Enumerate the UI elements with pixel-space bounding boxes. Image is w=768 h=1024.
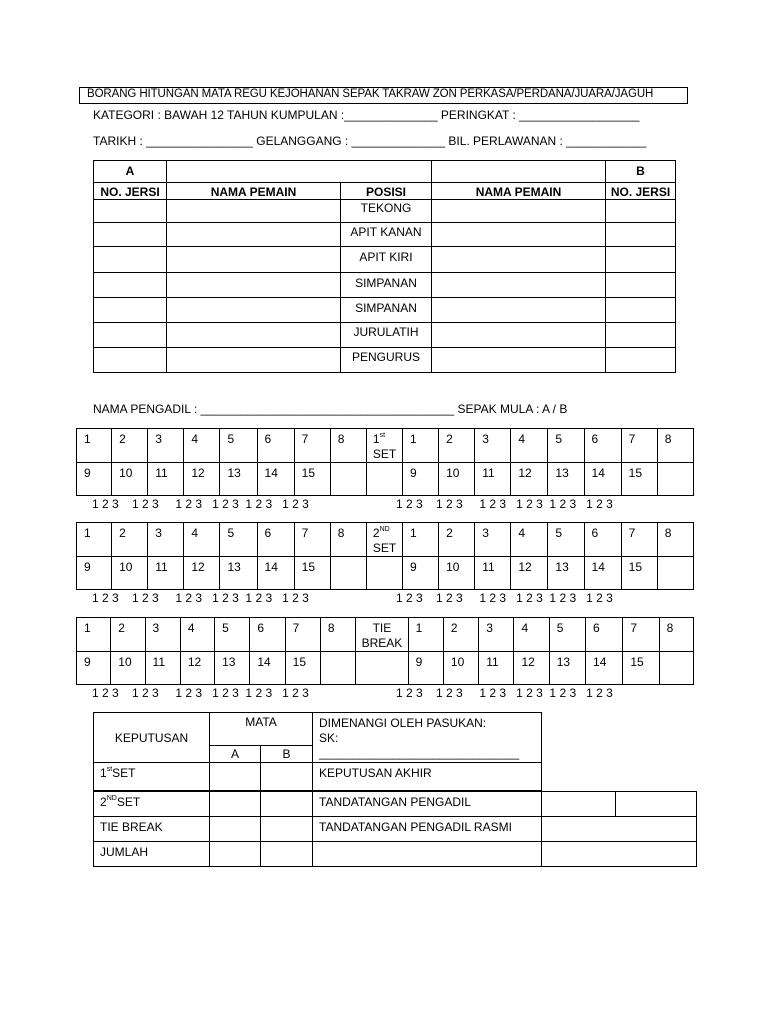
set1-label: 1st SET [366, 429, 402, 463]
decision-row-tiebreak: TIE BREAK [94, 817, 210, 842]
score-cell[interactable]: 9 [402, 463, 438, 496]
score-cell[interactable]: 11 [475, 463, 511, 496]
score-cell[interactable]: 7 [294, 523, 330, 557]
score-cell[interactable]: 6 [584, 523, 621, 557]
score-cell[interactable]: 3 [475, 429, 511, 463]
nama-b-cell[interactable] [432, 298, 606, 323]
score-cell[interactable]: 7 [621, 523, 657, 557]
position-label: APIT KANAN [341, 223, 432, 247]
nama-b-cell[interactable] [432, 273, 606, 298]
score-cell[interactable]: 10 [112, 463, 148, 496]
score-cell[interactable]: 8 [330, 523, 366, 557]
table-row [94, 200, 676, 223]
table-row [94, 223, 676, 247]
blank-cell[interactable] [313, 842, 542, 867]
score-cell[interactable]: 1 [408, 618, 443, 652]
team-a-name-cell[interactable] [167, 161, 432, 183]
mata-col-b: B [261, 746, 313, 763]
mata-a-cell[interactable] [210, 792, 261, 817]
score-cell[interactable]: 12 [184, 557, 220, 590]
score-cell[interactable]: 11 [479, 652, 514, 685]
nama-a-cell[interactable] [167, 348, 341, 373]
score-cell[interactable]: 4 [180, 618, 214, 652]
score-cell[interactable]: 4 [184, 523, 220, 557]
jersi-b-cell[interactable] [606, 298, 676, 323]
jersi-b-cell[interactable] [606, 223, 676, 247]
nama-a-cell[interactable] [167, 298, 341, 323]
jersi-b-cell[interactable] [606, 348, 676, 373]
referee-line: NAMA PENGADIL : ______________________________________ SEPAK MULA : A / B [93, 402, 568, 416]
score-cell[interactable]: 15 [621, 557, 657, 590]
score-cell[interactable]: 3 [479, 618, 514, 652]
score-cell[interactable]: 6 [257, 429, 294, 463]
keputusan-akhir-label: KEPUTUSAN AKHIR [313, 763, 542, 791]
score-cell[interactable]: 13 [220, 463, 257, 496]
mata-b-cell[interactable] [261, 842, 313, 867]
score-cell[interactable]: 12 [511, 557, 548, 590]
score-cell[interactable]: 12 [184, 463, 220, 496]
score-cell[interactable]: 12 [514, 652, 549, 685]
score-cell[interactable]: 2 [111, 618, 145, 652]
score-cell[interactable]: 15 [621, 463, 657, 496]
nama-b-cell[interactable] [432, 200, 606, 223]
jersi-a-cell[interactable] [94, 348, 167, 373]
mata-a-cell[interactable] [210, 763, 261, 791]
header-line-tarikh: TARIKH : ________________ GELANGGANG : ______________ BIL. PERLAWANAN : ____________ [93, 134, 647, 148]
score-cell[interactable]: 10 [443, 652, 478, 685]
jersi-a-cell[interactable] [94, 223, 167, 247]
form-title: BORANG HITUNGAN MATA REGU KEJOHANAN SEPAK TAKRAW ZON PERKASA/PERDANA/JUARA/JAGUH [87, 88, 654, 100]
score-cell[interactable]: 14 [257, 463, 294, 496]
mata-header: MATA [210, 713, 313, 746]
score-cell[interactable]: 15 [623, 652, 659, 685]
score-table-tiebreak [76, 617, 694, 685]
score-cell[interactable]: 4 [511, 523, 548, 557]
score-cell[interactable]: 5 [220, 429, 257, 463]
nama-b-cell[interactable] [432, 348, 606, 373]
score-cell[interactable]: 13 [215, 652, 250, 685]
score-cell-empty[interactable] [330, 463, 366, 496]
col-header-jersi-b: NO. JERSI [606, 183, 676, 200]
score-cell[interactable]: 11 [145, 652, 180, 685]
score-cell[interactable]: 9 [77, 652, 111, 685]
score-cell[interactable]: 4 [184, 429, 220, 463]
col-header-nama-b: NAMA PEMAIN [432, 183, 606, 200]
score-cell[interactable]: 15 [285, 652, 320, 685]
score-cell[interactable]: 9 [408, 652, 443, 685]
col-header-jersi-a: NO. JERSI [94, 183, 167, 200]
score-cell[interactable]: 2 [439, 429, 475, 463]
score-cell[interactable]: 8 [330, 429, 366, 463]
score-cell[interactable]: 15 [294, 557, 330, 590]
tandatangan-pengadil-label: TANDATANGAN PENGADIL [313, 792, 542, 817]
ticks-set2-right: 1 2 3 1 2 3 1 2 3 1 2 3 1 2 3 1 2 3 [396, 591, 613, 605]
nama-b-cell[interactable] [432, 247, 606, 273]
jersi-a-cell[interactable] [94, 298, 167, 323]
score-cell[interactable]: 6 [586, 618, 623, 652]
jersi-b-cell[interactable] [606, 247, 676, 273]
decision-table [93, 712, 542, 791]
score-cell[interactable]: 13 [548, 557, 584, 590]
blank-cell[interactable] [542, 842, 697, 867]
mata-b-cell[interactable] [261, 817, 313, 842]
mata-a-cell[interactable] [210, 817, 261, 842]
player-table [93, 160, 676, 373]
score-cell[interactable]: 12 [180, 652, 214, 685]
score-cell[interactable]: 10 [112, 557, 148, 590]
position-label: JURULATIH [341, 323, 432, 348]
team-a-label: A [94, 161, 167, 183]
jersi-a-cell[interactable] [94, 323, 167, 348]
nama-a-cell[interactable] [167, 223, 341, 247]
score-cell[interactable]: 15 [294, 463, 330, 496]
score-cell[interactable]: 1 [402, 523, 438, 557]
ticks-set2-left: 1 2 3 1 2 3 1 2 3 1 2 3 1 2 3 1 2 3 [92, 591, 309, 605]
tiebreak-label: TIE BREAK [356, 618, 408, 652]
score-cell[interactable]: 14 [584, 557, 621, 590]
score-cell-empty[interactable] [356, 652, 408, 685]
score-cell[interactable]: 14 [586, 652, 623, 685]
score-cell[interactable]: 1 [77, 429, 112, 463]
score-cell[interactable]: 8 [657, 523, 693, 557]
score-cell[interactable]: 9 [77, 463, 112, 496]
decision-table-lower [93, 791, 697, 867]
decision-row-jumlah: JUMLAH [94, 842, 210, 867]
score-cell[interactable]: 11 [475, 557, 511, 590]
score-cell[interactable]: 1 [77, 523, 112, 557]
score-table-set1 [76, 428, 694, 496]
table-row [94, 273, 676, 298]
signature-cell[interactable] [616, 792, 697, 817]
score-cell[interactable]: 13 [548, 463, 584, 496]
score-cell[interactable]: 1 [402, 429, 438, 463]
position-label: APIT KIRI [341, 247, 432, 273]
score-cell[interactable]: 5 [220, 523, 257, 557]
score-cell[interactable]: 9 [402, 557, 438, 590]
ticks-set1-right: 1 2 3 1 2 3 1 2 3 1 2 3 1 2 3 1 2 3 [396, 497, 613, 511]
score-cell[interactable]: 8 [657, 429, 693, 463]
score-cell[interactable]: 4 [511, 429, 548, 463]
nama-a-cell[interactable] [167, 200, 341, 223]
team-b-name-cell[interactable] [432, 161, 606, 183]
score-cell[interactable]: 2 [443, 618, 478, 652]
score-table-set2 [76, 522, 694, 590]
keputusan-header: KEPUTUSAN [94, 713, 210, 763]
mata-b-cell[interactable] [261, 763, 313, 791]
score-cell-empty[interactable] [366, 557, 402, 590]
mata-col-a: A [210, 746, 261, 763]
position-label: PENGURUS [341, 348, 432, 373]
position-label: SIMPANAN [341, 298, 432, 323]
nama-a-cell[interactable] [167, 247, 341, 273]
ticks-tiebreak-right: 1 2 3 1 2 3 1 2 3 1 2 3 1 2 3 1 2 3 [396, 686, 613, 700]
score-cell[interactable]: 9 [77, 557, 112, 590]
score-cell[interactable]: 6 [257, 523, 294, 557]
score-cell-empty[interactable] [320, 652, 355, 685]
col-header-posisi: POSISI [341, 183, 432, 200]
score-cell[interactable]: 14 [257, 557, 294, 590]
nama-a-cell[interactable] [167, 323, 341, 348]
decision-row-set1: 1stSET [94, 763, 210, 791]
score-cell[interactable]: 7 [623, 618, 659, 652]
nama-a-cell[interactable] [167, 273, 341, 298]
table-row [94, 298, 676, 323]
col-header-nama-a: NAMA PEMAIN [167, 183, 341, 200]
score-cell[interactable]: 10 [111, 652, 145, 685]
table-row [94, 247, 676, 273]
score-cell[interactable]: 5 [548, 429, 584, 463]
score-cell-empty[interactable] [657, 557, 693, 590]
score-cell[interactable]: 3 [148, 429, 184, 463]
team-b-label: B [606, 161, 676, 183]
score-cell[interactable]: 13 [549, 652, 585, 685]
tandatangan-rasmi-label: TANDATANGAN PENGADIL RASMI [313, 817, 542, 842]
score-cell-empty[interactable] [659, 652, 693, 685]
score-cell[interactable]: 5 [215, 618, 250, 652]
score-cell[interactable]: 13 [220, 557, 257, 590]
score-cell[interactable]: 5 [548, 523, 584, 557]
score-cell[interactable]: 3 [145, 618, 180, 652]
score-cell[interactable]: 10 [439, 557, 475, 590]
mata-a-cell[interactable] [210, 842, 261, 867]
score-cell[interactable]: 11 [148, 463, 184, 496]
position-label: TEKONG [341, 200, 432, 223]
position-label: SIMPANAN [341, 273, 432, 298]
score-cell[interactable]: 2 [439, 523, 475, 557]
score-cell[interactable]: 14 [250, 652, 285, 685]
score-cell[interactable]: 8 [320, 618, 355, 652]
score-cell-empty[interactable] [330, 557, 366, 590]
jersi-a-cell[interactable] [94, 273, 167, 298]
nama-b-cell[interactable] [432, 323, 606, 348]
score-cell[interactable]: 3 [475, 523, 511, 557]
jersi-b-cell[interactable] [606, 273, 676, 298]
score-cell[interactable]: 5 [549, 618, 585, 652]
ticks-set1-left: 1 2 3 1 2 3 1 2 3 1 2 3 1 2 3 1 2 3 [92, 497, 309, 511]
score-cell-empty[interactable] [366, 463, 402, 496]
jersi-b-cell[interactable] [606, 200, 676, 223]
signature-cell[interactable] [542, 817, 697, 842]
signature-cell[interactable] [542, 792, 616, 817]
ticks-tiebreak-left: 1 2 3 1 2 3 1 2 3 1 2 3 1 2 3 1 2 3 [92, 686, 309, 700]
jersi-a-cell[interactable] [94, 247, 167, 273]
score-cell[interactable]: 7 [285, 618, 320, 652]
score-cell[interactable]: 7 [621, 429, 657, 463]
score-cell[interactable]: 6 [250, 618, 285, 652]
score-cell-empty[interactable] [657, 463, 693, 496]
score-cell[interactable]: 3 [148, 523, 184, 557]
score-cell[interactable]: 14 [584, 463, 621, 496]
score-cell[interactable]: 8 [659, 618, 693, 652]
score-cell[interactable]: 6 [584, 429, 621, 463]
header-line-kategori: KATEGORI : BAWAH 12 TAHUN KUMPULAN :______________ PERINGKAT : __________________ [93, 108, 640, 122]
score-cell[interactable]: 4 [514, 618, 549, 652]
nama-b-cell[interactable] [432, 223, 606, 247]
mata-b-cell[interactable] [261, 792, 313, 817]
table-row [94, 348, 676, 373]
score-cell[interactable]: 11 [148, 557, 184, 590]
decision-row-set2: 2NDSET [94, 792, 210, 817]
jersi-b-cell[interactable] [606, 323, 676, 348]
table-row [94, 323, 676, 348]
jersi-a-cell[interactable] [94, 200, 167, 223]
score-cell[interactable]: 2 [112, 429, 148, 463]
winner-cell[interactable]: DIMENANGI OLEH PASUKAN: SK: ______________________________ [313, 713, 542, 763]
set2-label: 2ND SET [366, 523, 402, 557]
score-cell[interactable]: 10 [439, 463, 475, 496]
score-cell[interactable]: 2 [112, 523, 148, 557]
score-cell[interactable]: 12 [511, 463, 548, 496]
score-cell[interactable]: 1 [77, 618, 111, 652]
score-cell[interactable]: 7 [294, 429, 330, 463]
